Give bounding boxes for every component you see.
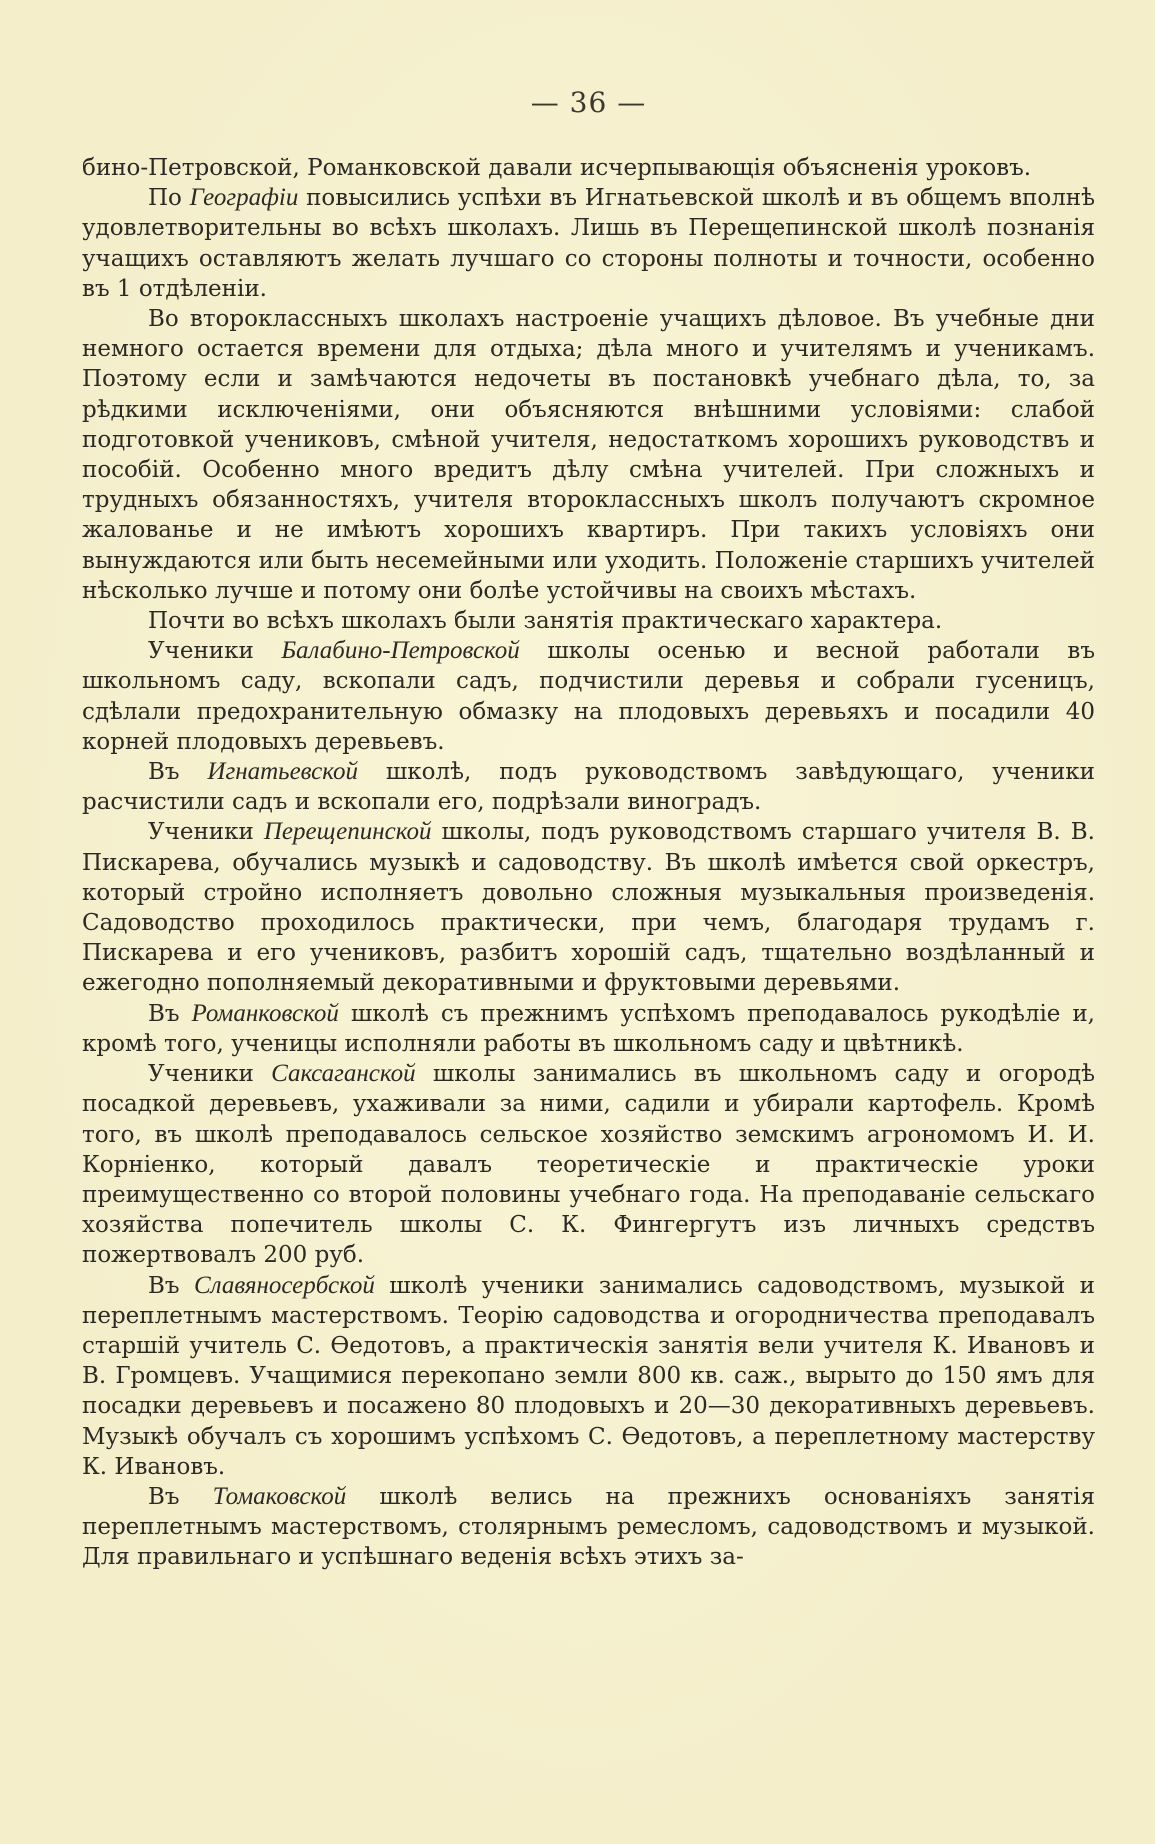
- paragraph-text: школы, подъ руководствомъ старшаго учителя В. В. Пискарева, обучались музыкѣ и садоводству. Въ школѣ имѣется свой оркестръ, который стройно исполняетъ довольно сложныя музыкальныя произведенія. Садоводство проходилось практически, при чемъ, благодаря трудамъ г. Пискарева и его учениковъ, разбитъ хорошій садъ, тщательно воздѣланный и ежегодно пополняемый декоративными и фруктовыми деревьями.: [82, 819, 1095, 997]
- paragraph-text: Почти во всѣхъ школахъ были занятія практическаго характера.: [148, 608, 943, 635]
- italic-school-name: Славяносербской: [193, 1271, 375, 1299]
- paragraph-text: Въ: [148, 1483, 213, 1510]
- paragraph-text: школѣ велись на прежнихъ основаніяхъ занятія переплетнымъ мастерствомъ, столярнымъ ремесломъ, садоводствомъ и музыкой. Для правильнаго и успѣшнаго веденія всѣхъ этихъ за-: [82, 1483, 1095, 1571]
- paragraph: [82, 1059, 1095, 1270]
- paragraph: [82, 636, 1095, 757]
- paragraph-text: По: [148, 185, 190, 212]
- paragraph: [82, 1482, 1095, 1573]
- paragraph-text: школѣ съ прежнимъ успѣхомъ преподавалось рукодѣліе и, кромѣ того, ученицы исполняли работы въ школьномъ саду и цвѣтникѣ.: [82, 1000, 1095, 1057]
- paragraph-text: школѣ, подъ руководствомъ завѣдующаго, ученики расчистили садъ и вскопали его, подрѣзали виноградъ.: [82, 759, 1095, 816]
- body-text: [82, 153, 1095, 1573]
- paragraph-text: школы занимались въ школьномъ саду и огородѣ посадкой деревьевъ, ухаживали за ними, садили и убирали картофель. Кромѣ того, въ школѣ преподавалось сельское хозяйство земскимъ агрономомъ И. И. Корніенко, который давалъ теоретическіе и практическіе уроки преимущественно со второй половины учебнаго года. На преподаваніе сельскаго хозяйства попечитель школы С. К. Фингергутъ изъ личныхъ средствъ пожертвовалъ 200 руб.: [82, 1061, 1095, 1269]
- italic-school-name: Саксаганской: [271, 1060, 416, 1088]
- paragraph-text: Ученики: [148, 819, 264, 846]
- paragraph-text: Во второклассныхъ школахъ настроеніе учащихъ дѣловое. Въ учебные дни немного остается времени для отдыха; дѣла много и учителямъ и ученикамъ. Поэтому если и замѣчаются недочеты въ постановкѣ учебнаго дѣла, то, за рѣдкими исключеніями, они объясняются внѣшними условіями: слабой подготовкой учениковъ, смѣной учителя, недостаткомъ хорошихъ руководствъ и пособій. Особенно много вредитъ дѣлу смѣна учителей. При сложныхъ и трудныхъ обязанностяхъ, учителя второклассныхъ школъ получаютъ скромное жалованье и не имѣютъ хорошихъ квартиръ. При такихъ условіяхъ они вынуждаются или быть несемейными или уходить. Положеніе старшихъ учителей нѣсколько лучше и потому они болѣе устойчивы на своихъ мѣстахъ.: [82, 306, 1095, 604]
- paragraph: [82, 999, 1095, 1059]
- paragraph-text: Ученики: [148, 1061, 272, 1088]
- paragraph: [82, 153, 1095, 183]
- paragraph: [82, 183, 1095, 304]
- italic-school-name: Балабино-Петровской: [281, 637, 520, 665]
- italic-school-name: Перещепинской: [263, 818, 432, 846]
- paragraph-text: Въ: [148, 1000, 192, 1027]
- paragraph-text: Въ: [148, 1272, 194, 1299]
- italic-school-name: Игнатьевской: [207, 758, 359, 786]
- paragraph: [82, 1271, 1095, 1482]
- italic-school-name: Томаковской: [212, 1482, 347, 1510]
- paragraph-text: школѣ ученики занимались садоводствомъ, музыкой и переплетнымъ мастерствомъ. Теорію садоводства и огородничества преподавалъ старшій учитель С. Ѳедотовъ, а практическія занятія вели учителя К. Ивановъ и В. Громцевъ. Учащимися перекопано земли 800 кв. саж., вырыто до 150 ямъ для посадки деревьевъ и посажено 80 плодовыхъ и 20—30 декоративныхъ деревьевъ. Музыкѣ обучалъ съ хорошимъ успѣхомъ С. Ѳедотовъ, а переплетному мастерству К. Ивановъ.: [82, 1272, 1095, 1480]
- paragraph: [82, 304, 1095, 606]
- paragraph-text: Въ: [148, 759, 208, 786]
- paragraph: [82, 757, 1095, 817]
- paragraph-text: бино-Петровской, Романковской давали исчерпывающія объясненія уроковъ.: [82, 155, 1032, 181]
- paragraph: [82, 606, 1095, 636]
- paragraph: [82, 817, 1095, 998]
- paragraph-text: Ученики: [148, 638, 282, 665]
- italic-school-name: Географіи: [189, 184, 299, 212]
- paragraph-text: повысились успѣхи въ Игнатьевской школѣ и въ общемъ вполнѣ удовлетворительны во всѣхъ школахъ. Лишь въ Перещепинской школѣ познанія учащихъ оставляютъ желать лучшаго со стороны полноты и точности, особенно въ 1 отдѣленіи.: [82, 185, 1095, 302]
- italic-school-name: Романковской: [191, 999, 339, 1027]
- paragraph-text: школы осенью и весной работали въ школьномъ саду, вскопали садъ, подчистили деревья и собрали гусеницъ, сдѣлали предохранительную обмазку на плодовыхъ деревьяхъ и посадили 40 корней плодовыхъ деревьевъ.: [82, 638, 1095, 755]
- page-number: — 36 —: [530, 86, 647, 119]
